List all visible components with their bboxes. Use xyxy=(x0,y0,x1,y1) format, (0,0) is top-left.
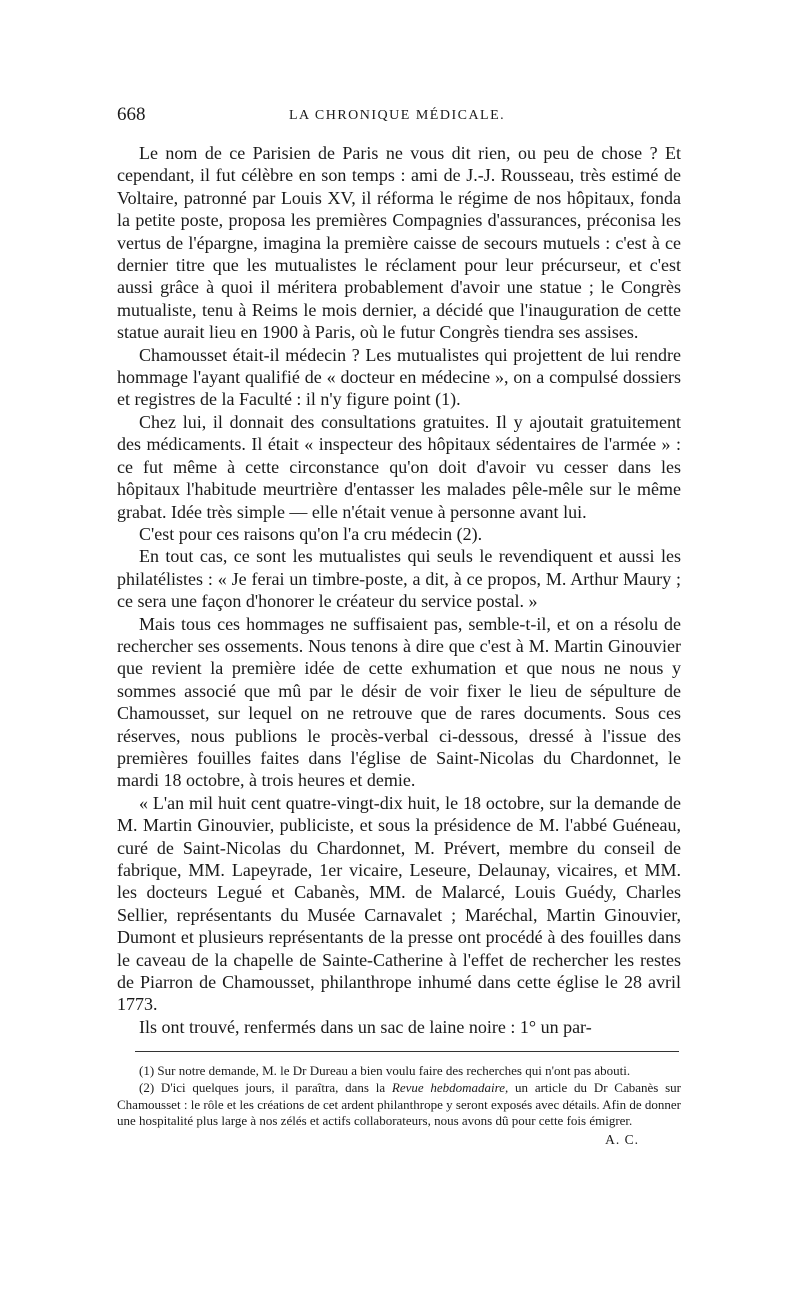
paragraph-7: « L'an mil huit cent quatre-vingt-dix huit, le 18 octobre, sur la demande de M. Martin Ginouvier, publiciste, et sous la présidence de M. l'abbé Guéneau, curé de Saint-Nicolas du Chardonnet, M. Prévert, membre du conseil de fabrique, MM. Lapeyrade, 1er vicaire, Leseure, Delaunay, vicaires, et MM. les docteurs Legué et Cabanès, MM. de Malarcé, Louis Guédy, Charles Sellier, représentants du Musée Carnavalet ; Maréchal, Martin Ginouvier, Dumont et plusieurs représentants de la presse ont procédé à des fouilles dans le caveau de la chapelle de Sainte-Catherine à l'effet de rechercher les restes de Piarron de Chamousset, philanthrope inhumé dans cette église le 28 avril 1773. xyxy=(117,792,681,1015)
paragraph-2: Chamousset était-il médecin ? Les mutualistes qui projettent de lui rendre hommage l'ayant qualifié de « docteur en médecine », on a compulsé dossiers et registres de la Faculté : il n'y figure point (1). xyxy=(117,344,681,410)
signature: A. C. xyxy=(605,1132,639,1148)
journal-title: Revue hebdomadaire, xyxy=(391,1079,509,1095)
page-header xyxy=(117,104,681,128)
paragraph-5: En tout cas, ce sont les mutualistes qui seuls le revendiquent et aussi les philatélistes : « Je ferai un timbre-poste, a dit, à ce propos, M. Arthur Maury ; ce sera une façon d'honorer le créateur du service postal. » xyxy=(117,546,681,612)
paragraph-6: Mais tous ces hommages ne suffisaient pas, semble-t-il, et on a résolu de rechercher ses ossements. Nous tenons à dire que c'est à M. Martin Ginouvier que revient la première idée de cette exhumation et que nous ne nous y sommes associé que mû par le désir de voir fixer le lieu de sépulture de Chamousset, sur lequel on ne retrouve que de rares documents. Sous ces réserves, nous publions le procès-verbal ci-dessous, dressé à l'issue des premières fouilles faites dans l'église de Saint-Nicolas du Chardonnet, le mardi 18 octobre, à trois heures et demie. xyxy=(117,613,681,791)
paragraph-1: Le nom de ce Parisien de Paris ne vous dit rien, ou peu de chose ? Et cependant, il fut célèbre en son temps : ami de J.-J. Rousseau, très estimé de Voltaire, patronné par Louis XV, il réforma le régime de nos hôpitaux, fonda la petite poste, proposa les premières Compagnies d'assurances, préconisa les vertus de l'épargne, imagina la première caisse de secours mutuels : c'est à ce dernier titre que les mutualistes le réclament pour leur précurseur, et c'est aussi grâce à quoi il méritera probablement d'avoir une statue ; le Congrès mutualiste, tenu à Reims le mois dernier, a décidé que l'inauguration de cette statue aurait lieu en 1900 à Paris, où le futur Congrès tiendra ses assises. xyxy=(117,143,681,343)
footnotes xyxy=(117,1063,681,1149)
footnote-1: (1) Sur notre demande, M. le Dr Dureau a bien voulu faire des recherches qui n'ont pas abouti. xyxy=(139,1063,631,1078)
paragraph-8: Ils ont trouvé, renfermés dans un sac de laine noire : 1° un par- xyxy=(139,1016,592,1037)
footnote-divider xyxy=(135,1051,679,1052)
page-number: 668 xyxy=(117,104,146,125)
footnote-2-text-end: un article du Dr Cabanès sur Chamousset : le rôle et les créations de cet ardent philanthrope y seront exposés avec détails. Afin de donner une hospitalité plus large à nos zélés et actifs collaborateurs, nous avons dû pour cette fois émigrer. xyxy=(117,1079,682,1129)
footnote-2-text-start: (2) D'ici quelques jours, il paraîtra, dans la xyxy=(139,1079,386,1095)
paragraph-3: Chez lui, il donnait des consultations gratuites. Il y ajoutait gratuitement des médicaments. Il était « inspecteur des hôpitaux sédentaires de l'armée » : ce fut même à cette circonstance qu'on doit d'avoir vu cesser dans les hôpitaux l'habitude meurtrière d'entasser les malades pêle-mêle sur le même grabat. Idée très simple — elle n'était venue à personne avant lui. xyxy=(117,411,681,522)
paragraph-4: C'est pour ces raisons qu'on l'a cru médecin (2). xyxy=(139,523,483,544)
footnote-2 xyxy=(117,1080,681,1130)
body-text xyxy=(117,142,681,1038)
running-title: LA CHRONIQUE MÉDICALE. xyxy=(289,108,506,123)
